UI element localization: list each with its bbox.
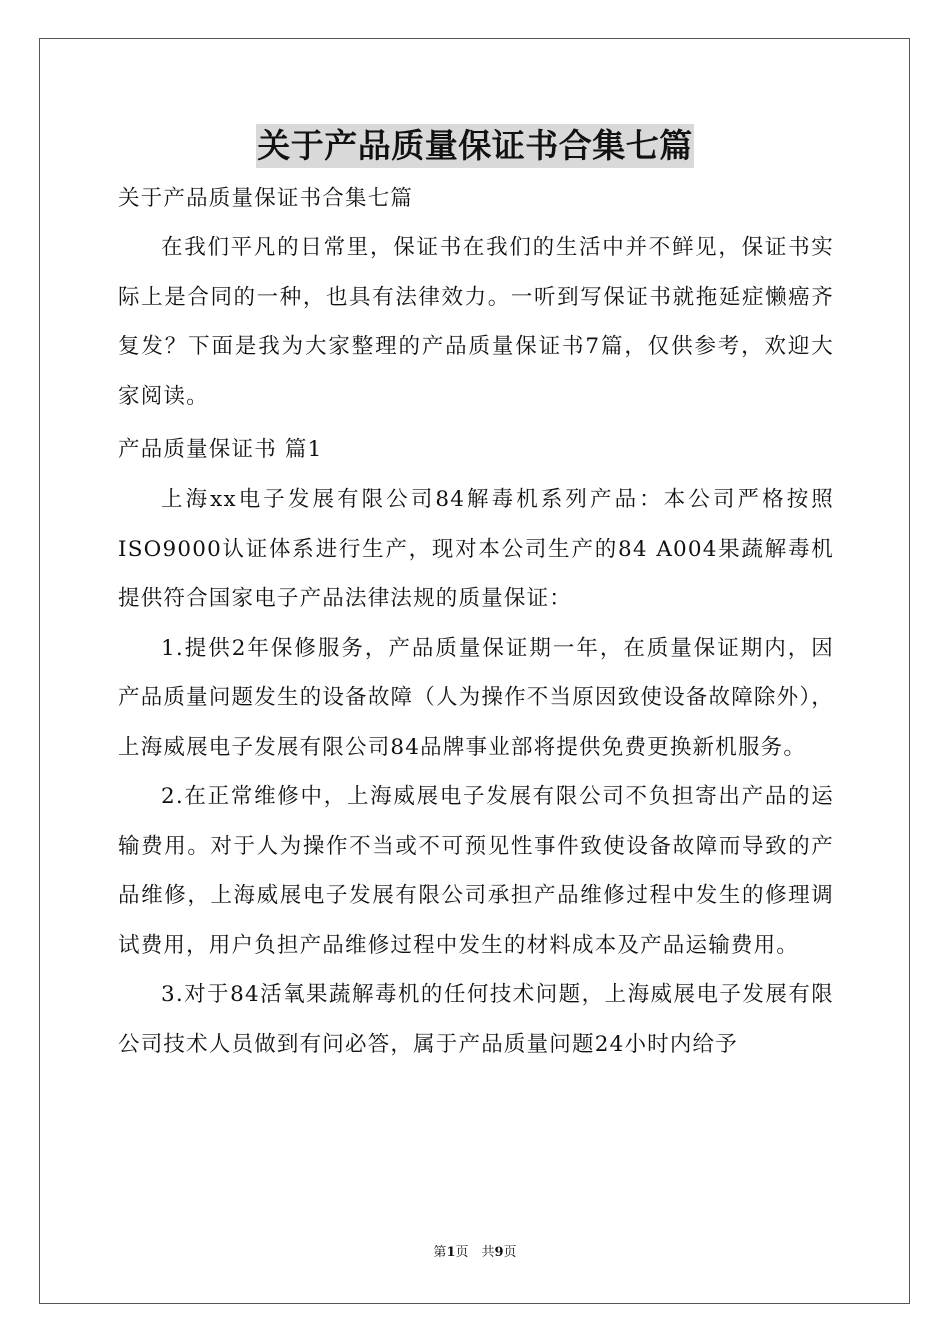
item-1-paragraph: 1.提供2年保修服务，产品质量保证期一年，在质量保证期内，因产品质量问题发生的设备故障（人为操作不当原因致使设备故障除外），上海威展电子发展有限公司84品牌事业部将提供免费更换新机服务。 bbox=[118, 635, 834, 760]
page-footer bbox=[0, 1244, 950, 1262]
footer-mid: 页 共 bbox=[455, 1245, 495, 1260]
section-body bbox=[118, 475, 834, 1069]
title-container bbox=[0, 124, 950, 168]
document-title: 关于产品质量保证书合集七篇 bbox=[256, 124, 694, 168]
item-2-paragraph: 2.在正常维修中，上海威展电子发展有限公司不负担寄出产品的运输费用。对于人为操作不当或不可预见性事件致使设备故障而导致的产品维修，上海威展电子发展有限公司承担产品维修过程中发生的修理调试费用，用户负担产品维修过程中发生的材料成本及产品运输费用。 bbox=[118, 784, 834, 958]
section-heading: 产品质量保证书 篇1 bbox=[118, 437, 323, 462]
item-3-paragraph: 3.对于84活氧果蔬解毒机的任何技术问题，上海威展电子发展有限公司技术人员做到有问必答，属于产品质量问题24小时内给予 bbox=[118, 982, 834, 1057]
section-intro-paragraph: 上海xx电子发展有限公司84解毒机系列产品：本公司严格按照ISO9000认证体系进行生产，现对本公司生产的84 A004果蔬解毒机提供符合国家电子产品法律法规的质量保证： bbox=[118, 487, 834, 611]
footer-prefix: 第 bbox=[433, 1245, 447, 1260]
intro-block bbox=[118, 223, 834, 421]
footer-current-page: 1 bbox=[446, 1245, 456, 1260]
footer-suffix: 页 bbox=[503, 1245, 517, 1260]
footer-total-pages: 9 bbox=[494, 1245, 504, 1260]
document-subtitle: 关于产品质量保证书合集七篇 bbox=[118, 186, 414, 211]
intro-paragraph: 在我们平凡的日常里，保证书在我们的生活中并不鲜见，保证书实际上是合同的一种，也具有法律效力。一听到写保证书就拖延症懒癌齐复发？下面是我为大家整理的产品质量保证书7篇，仅供参考，欢迎大家阅读。 bbox=[118, 235, 834, 409]
